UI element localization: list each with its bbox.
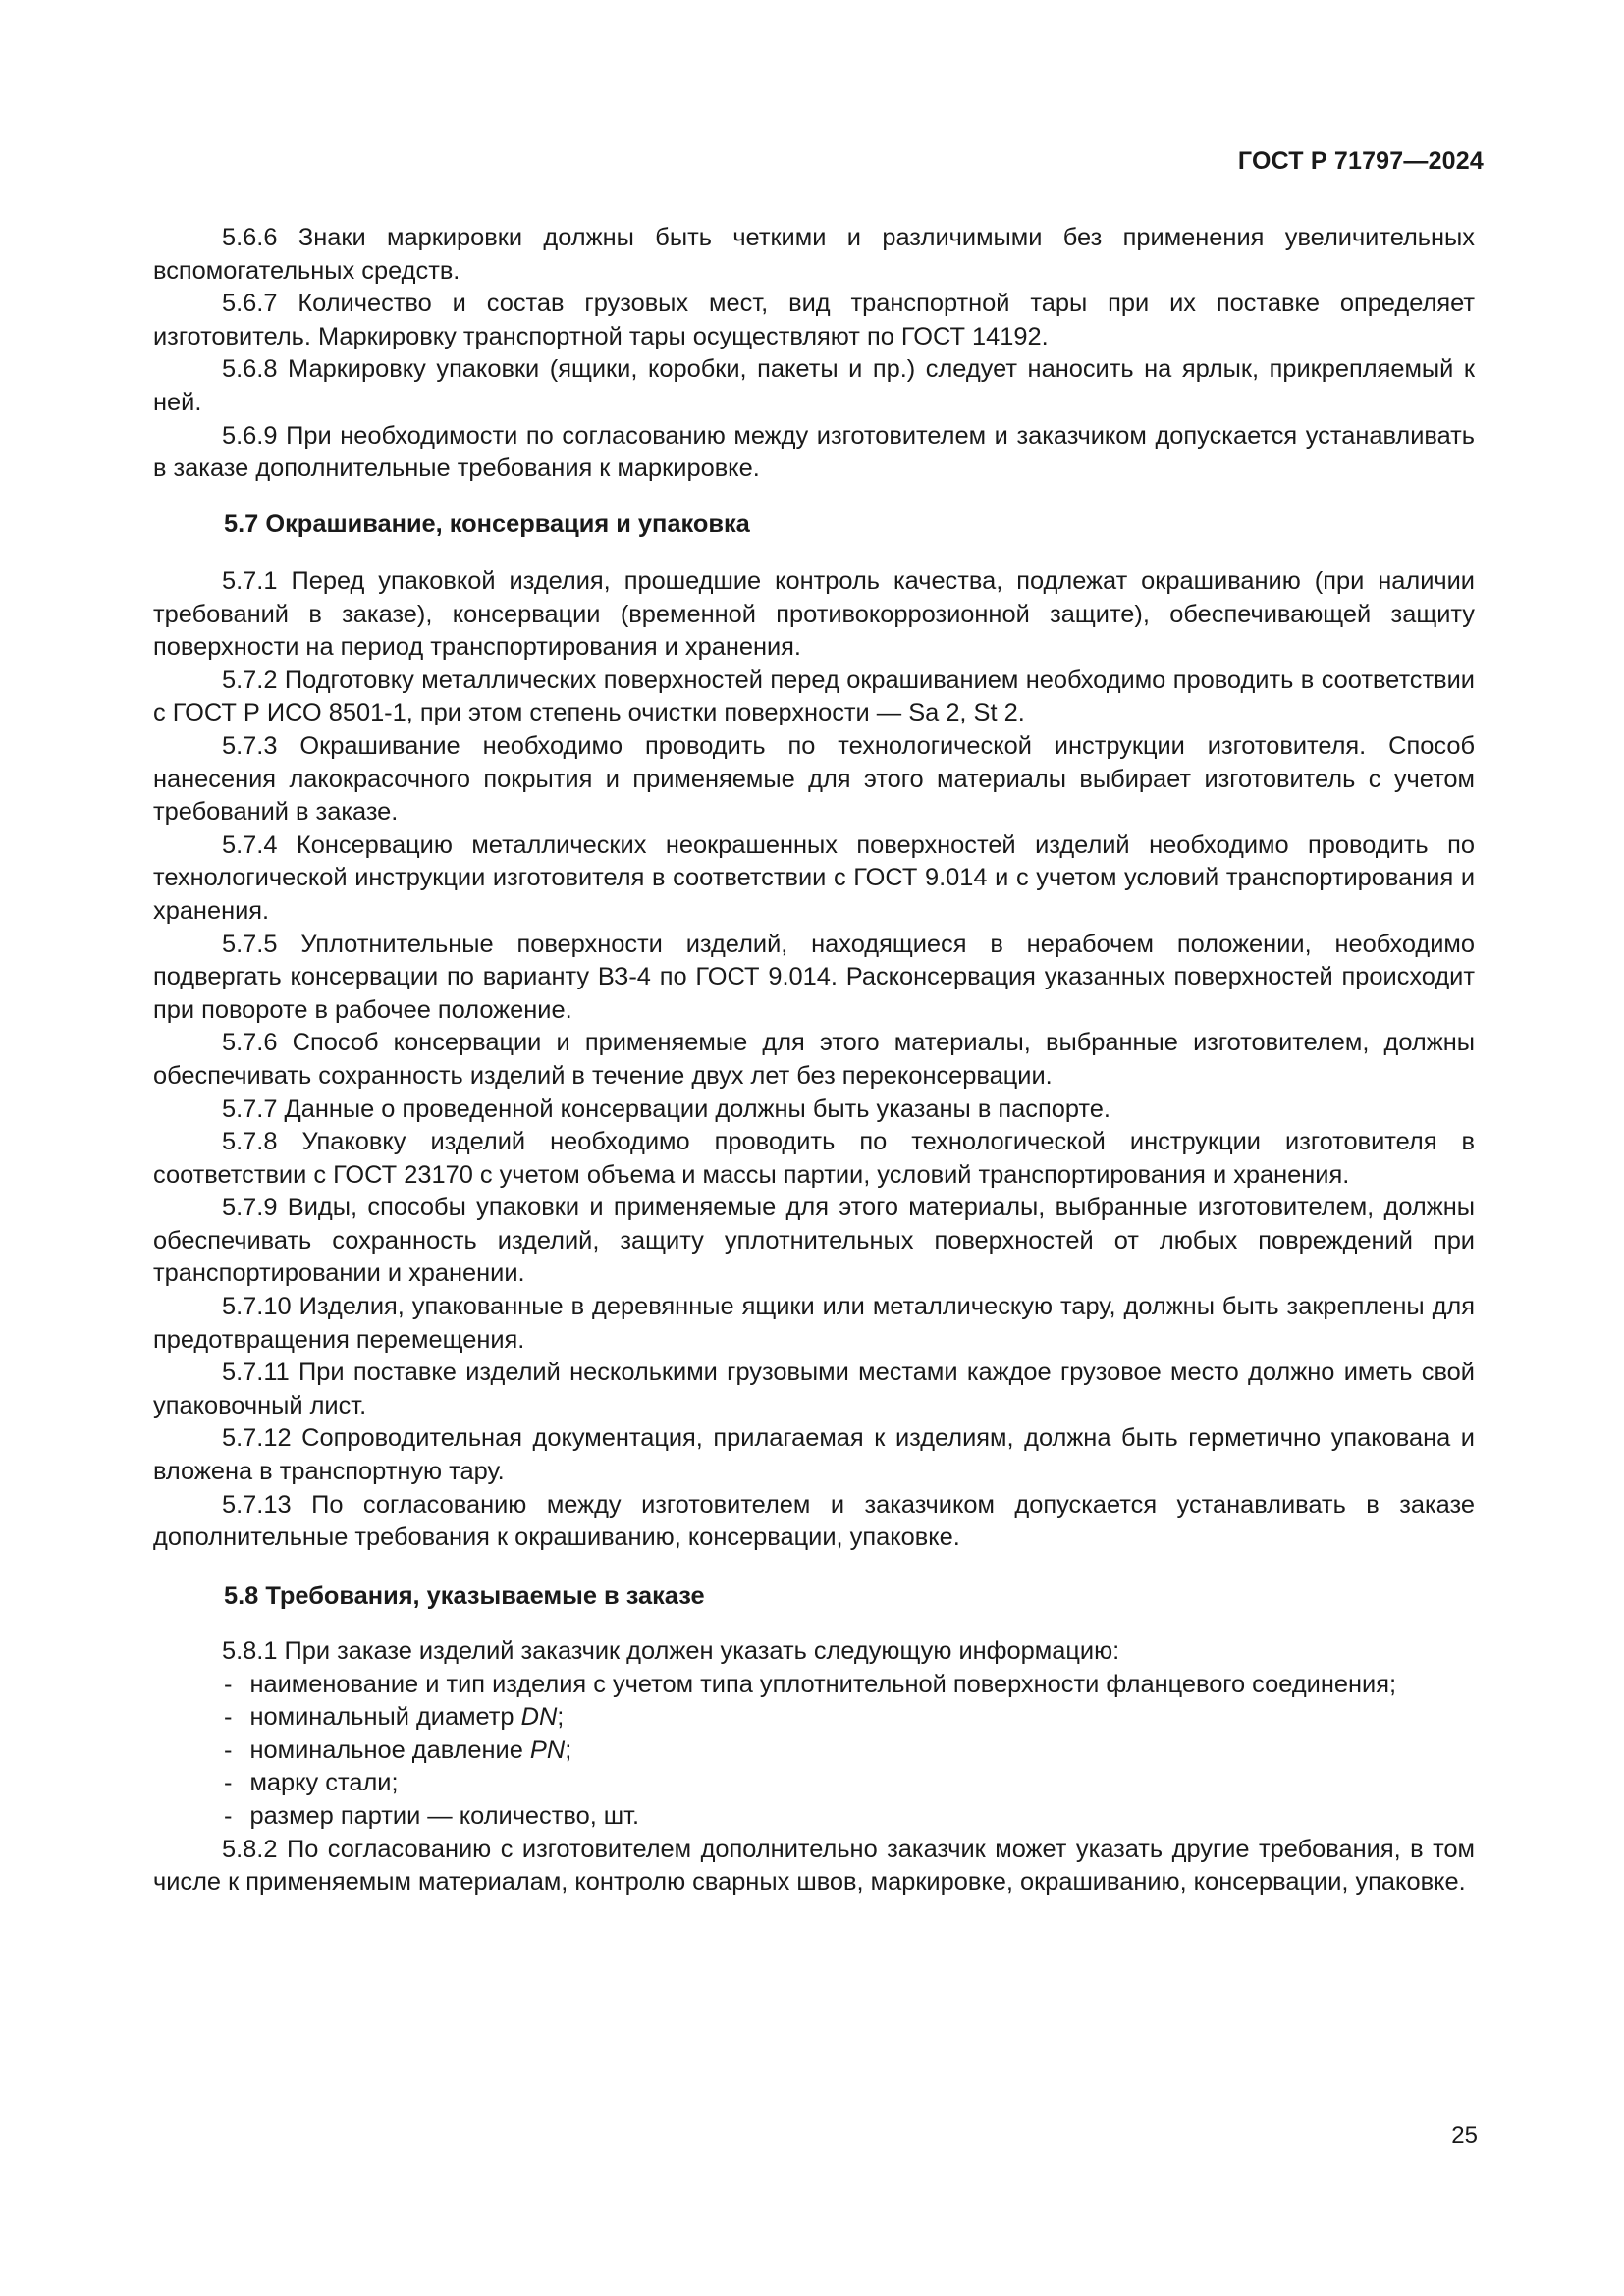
clause-5-7-3: 5.7.3 Окрашивание необходимо проводить по технологической инструкции изготовителя. Способ нанесения лакокрасочного покрытия и применяемые для этого материалы выбирает изготовитель с учетом требований в заказе.	[153, 731, 1475, 827]
clause-5-7-7: 5.7.7 Данные о проведенной консервации должны быть указаны в паспорте.	[222, 1095, 1110, 1123]
clause-5-7-10: 5.7.10 Изделия, упакованные в деревянные ящики или металлическую тару, должны быть закреплены для предотвращения перемещения.	[153, 1293, 1475, 1354]
section-5-8-title: 5.8 Требования, указываемые в заказе	[224, 1582, 705, 1610]
list-item: - марку стали;	[224, 1769, 399, 1797]
page-number: 25	[1451, 2122, 1478, 2149]
list-dash: -	[224, 1801, 233, 1830]
section-5-8	[153, 1635, 1475, 1899]
clause-5-7-4: 5.7.4 Консервацию металлических неокрашенных поверхностей изделий необходимо проводить по технологической инструкции изготовителя в соответствии с ГОСТ 9.014 и с учетом условий транспортирования и хранения.	[153, 830, 1475, 925]
clause-5-7-1: 5.7.1 Перед упаковкой изделия, прошедшие контроль качества, подлежат окрашиванию (при наличии требований в заказе), консервации (временной противокоррозионной защите), обеспечивающей защиту поверхности на период транспортирования и хранения.	[153, 567, 1475, 662]
list-dash: -	[224, 1769, 233, 1797]
clause-5-7-8: 5.7.8 Упаковку изделий необходимо проводить по технологической инструкции изготовителя в соответствии с ГОСТ 23170 с учетом объема и массы партии, условий транспортирования и хранения.	[153, 1128, 1475, 1189]
clause-5-6-6: 5.6.6 Знаки маркировки должны быть четкими и различимыми без применения увеличительных вспомогательных средств.	[153, 224, 1475, 285]
clause-5-6-7: 5.6.7 Количество и состав грузовых мест, вид транспортной тары при их поставке определяет изготовитель. Маркировку транспортной тары осуществляют по ГОСТ 14192.	[153, 290, 1475, 350]
clause-5-7-11: 5.7.11 При поставке изделий несколькими грузовыми местами каждое грузовое место должно иметь свой упаковочный лист.	[153, 1359, 1475, 1419]
list-item: - размер партии — количество, шт.	[224, 1801, 640, 1830]
section-5-7-title: 5.7 Окрашивание, консервация и упаковка	[224, 510, 750, 538]
list-dash: -	[224, 1735, 233, 1764]
clause-5-6-9: 5.6.9 При необходимости по согласованию между изготовителем и заказчиком допускается устанавливать в заказе дополнительные требования к маркировке.	[153, 421, 1475, 483]
clause-5-6-8: 5.6.8 Маркировку упаковки (ящики, коробки, пакеты и пр.) следует наносить на ярлык, прикрепляемый к ней.	[153, 355, 1475, 416]
clause-5-7-5: 5.7.5 Уплотнительные поверхности изделий, находящиеся в нерабочем положении, необходимо подвергать консервации по варианту ВЗ-4 по ГОСТ 9.014. Расконсервация указанных поверхностей происходит при повороте в рабочее положение.	[153, 930, 1475, 1024]
list-dash: -	[224, 1670, 233, 1698]
clause-5-8-1: 5.8.1 При заказе изделий заказчик должен указать следующую информацию:	[222, 1637, 1120, 1665]
section-5-6	[153, 222, 1475, 486]
clause-5-7-2: 5.7.2 Подготовку металлических поверхностей перед окрашиванием необходимо проводить в соответствии с ГОСТ Р ИСО 8501-1, при этом степень очистки поверхности — Sa 2, St 2.	[153, 666, 1475, 727]
list-item: - наименование и тип изделия с учетом типа уплотнительной поверхности фланцевого соединения;	[224, 1670, 1397, 1698]
clause-5-7-6: 5.7.6 Способ консервации и применяемые для этого материалы, выбранные изготовителем, должны обеспечивать сохранность изделий в течение двух лет без переконсервации.	[153, 1029, 1475, 1090]
document-code: ГОСТ Р 71797—2024	[1237, 147, 1484, 175]
clause-5-7-13: 5.7.13 По согласованию между изготовителем и заказчиком допускается устанавливать в заказе дополнительные требования к окрашиванию, консервации, упаковке.	[153, 1490, 1475, 1552]
list-item: - номинальный диаметр DN;	[224, 1703, 565, 1732]
clause-5-7-9: 5.7.9 Виды, способы упаковки и применяемые для этого материалы, выбранные изготовителем, должны обеспечивать сохранность изделий, защиту уплотнительных поверхностей от любых повреждений при транспортировании и хранении.	[153, 1194, 1475, 1288]
list-dash: -	[224, 1703, 233, 1732]
section-5-8-heading-block	[153, 1580, 1475, 1614]
list-item: - номинальное давление PN;	[224, 1735, 572, 1764]
clause-5-7-12: 5.7.12 Сопроводительная документация, прилагаемая к изделиям, должна быть герметично упакована и вложена в транспортную тару.	[153, 1424, 1475, 1486]
section-5-7-heading-block	[153, 508, 1475, 542]
section-5-7	[153, 565, 1475, 1555]
clause-5-8-2: 5.8.2 По согласованию с изготовителем дополнительно заказчик может указать другие требования, в том числе к применяемым материалам, контролю сварных швов, маркировке, окрашиванию, консервации, упаковке.	[153, 1835, 1475, 1896]
